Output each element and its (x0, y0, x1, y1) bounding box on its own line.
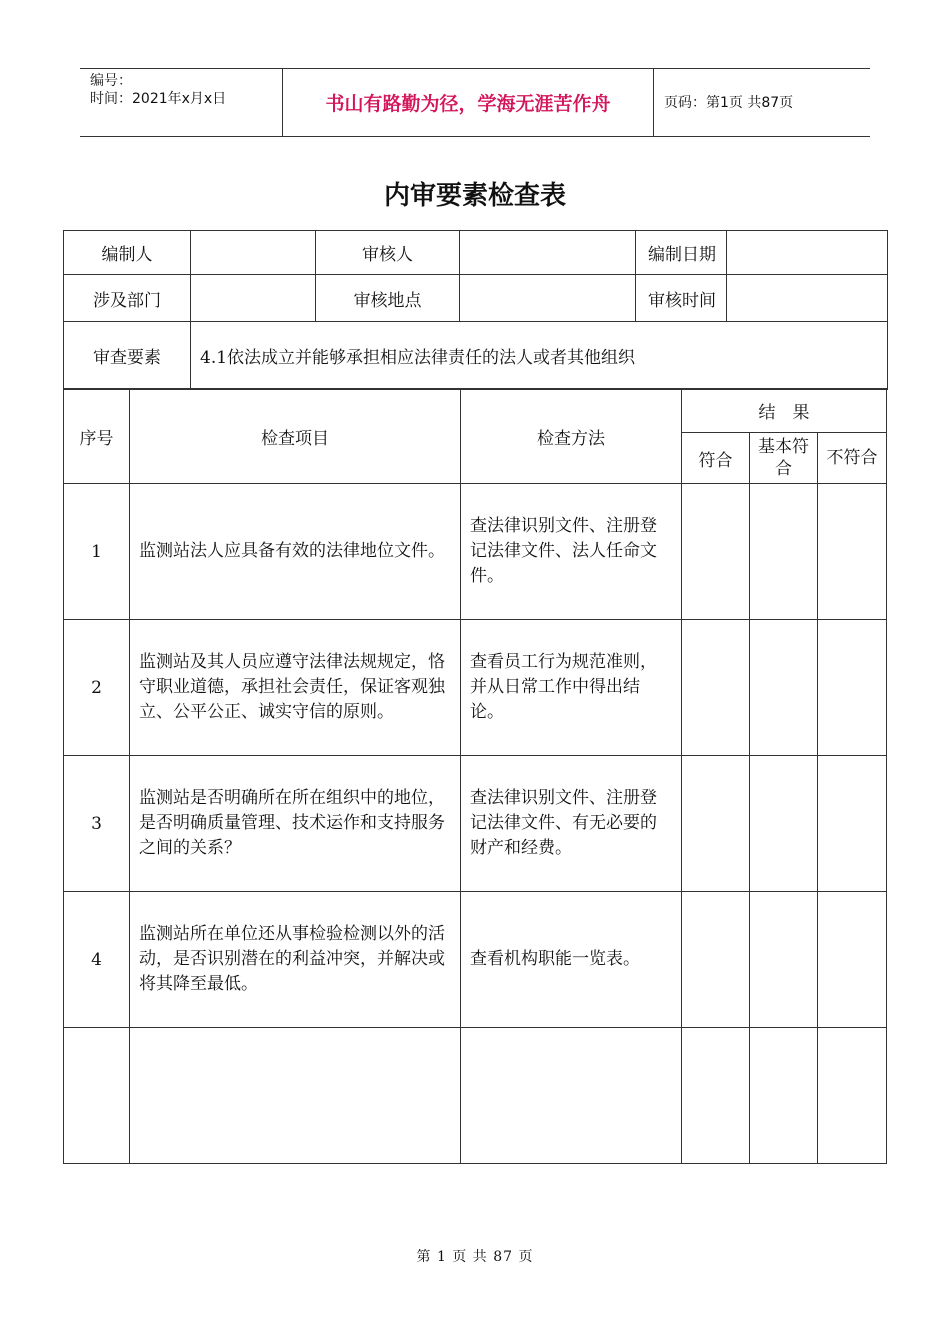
row-nonconform[interactable] (818, 620, 887, 756)
table-row (64, 1028, 887, 1164)
page-label: 页码：第1页 共87页 (664, 94, 794, 111)
element-value: 4.1依法成立并能够承担相应法律责任的法人或者其他组织 (191, 322, 888, 390)
reviewer-value (460, 231, 636, 275)
row-item: 监测站法人应具备有效的法律地位文件。 (130, 484, 461, 620)
checklist-table (63, 388, 887, 1164)
number-label: 编号： (90, 73, 132, 89)
time-label: 时间：2021年x月x日 (90, 91, 227, 107)
header-meta-cell (80, 69, 283, 136)
row-item: 监测站所在单位还从事检验检测以外的活动，是否识别潜在的利益冲突，并解决或将其降至最低。 (130, 892, 461, 1028)
department-label: 涉及部门 (64, 275, 191, 322)
editor-value (191, 231, 316, 275)
row-basic-conform[interactable] (750, 484, 818, 620)
row-basic-conform[interactable] (750, 1028, 818, 1164)
page-title: 内审要素检查表 (383, 181, 566, 211)
row-seq: 2 (64, 620, 130, 756)
seq-header: 序号 (64, 389, 130, 484)
row-conform[interactable] (682, 892, 750, 1028)
row-method: 查看机构职能一览表。 (461, 892, 682, 1028)
row-nonconform[interactable] (818, 1028, 887, 1164)
date-label: 编制日期 (638, 231, 727, 274)
row-basic-conform[interactable] (750, 756, 818, 892)
date-cell (636, 231, 888, 275)
row-conform[interactable] (682, 1028, 750, 1164)
row-method (461, 1028, 682, 1164)
method-header: 检查方法 (461, 389, 682, 484)
item-header: 检查项目 (130, 389, 461, 484)
element-row (64, 322, 888, 390)
audit-time-cell (636, 275, 888, 322)
audit-time-label: 审核时间 (638, 275, 727, 321)
info-row (64, 275, 888, 322)
row-item: 监测站是否明确所在所在组织中的地位，是否明确质量管理、技术运作和支持服务之间的关系？ (130, 756, 461, 892)
reviewer-label: 审核人 (316, 231, 460, 275)
row-nonconform[interactable] (818, 892, 887, 1028)
table-row (64, 484, 887, 620)
department-value (191, 275, 316, 322)
row-conform[interactable] (682, 620, 750, 756)
motto-text: 书山有路勤为径，学海无涯苦作舟 (325, 93, 611, 115)
row-conform[interactable] (682, 756, 750, 892)
row-method: 查法律识别文件、注册登记法律文件、法人任命文件。 (461, 484, 682, 620)
date-value (727, 231, 887, 274)
page-footer: 第 1 页 共 87 页 (416, 1249, 534, 1265)
row-basic-conform[interactable] (750, 892, 818, 1028)
element-label: 审查要素 (64, 322, 191, 390)
row-seq: 3 (64, 756, 130, 892)
row-nonconform[interactable] (818, 756, 887, 892)
editor-label: 编制人 (64, 231, 191, 275)
document-header (80, 68, 870, 137)
info-table (63, 230, 888, 390)
row-item: 监测站及其人员应遵守法律法规规定，恪守职业道德，承担社会责任，保证客观独立、公平公正、诚实守信的原则。 (130, 620, 461, 756)
row-seq: 1 (64, 484, 130, 620)
location-value (460, 275, 636, 322)
info-row (64, 231, 888, 275)
nonconform-header: 不符合 (818, 433, 887, 484)
location-label: 审核地点 (316, 275, 460, 322)
conform-header: 符合 (682, 433, 750, 484)
row-seq: 4 (64, 892, 130, 1028)
row-basic-conform[interactable] (750, 620, 818, 756)
row-nonconform[interactable] (818, 484, 887, 620)
row-conform[interactable] (682, 484, 750, 620)
row-method: 查法律识别文件、注册登记法律文件、有无必要的财产和经费。 (461, 756, 682, 892)
header-motto-cell (283, 69, 654, 136)
row-method: 查看员工行为规范准则，并从日常工作中得出结论。 (461, 620, 682, 756)
result-header: 结 果 (682, 389, 887, 433)
header-page-cell (654, 69, 870, 136)
table-row (64, 892, 887, 1028)
basic-conform-header: 基本符合 (750, 433, 818, 484)
table-row (64, 620, 887, 756)
header-row (64, 389, 887, 433)
audit-time-value (727, 275, 887, 321)
row-seq (64, 1028, 130, 1164)
row-item (130, 1028, 461, 1164)
table-row (64, 756, 887, 892)
